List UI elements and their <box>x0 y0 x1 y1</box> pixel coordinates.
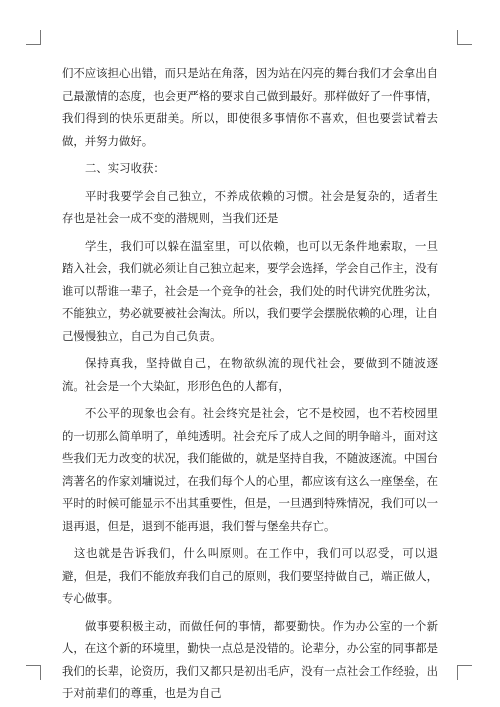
crop-mark-bottom-left <box>26 665 41 680</box>
paragraph-student: 学生，我们可以躲在温室里，可以依赖，也可以无条件地索取，一旦踏入社会，我们就必须让自己独立起来，要学会选择，学会自己作主，没有谁可以帮谁一辈子，社会是一个竞争的社会，我们处的时代讲究优胜劣汰，不能独立，势必就要被社会淘汰。所以，我们要学会摆脱依赖的心理，让自己慢慢独立，自己为自己负责。 <box>62 238 438 343</box>
paragraph-be-yourself: 保持真我，坚持做自己，在物欲纵流的现代社会，要做到不随波逐流。社会是一个大染缸，形形色色的人都有， <box>62 356 438 393</box>
paragraph-1: 们不应该担心出错，而只是站在角落，因为站在闪亮的舞台我们才会拿出自己最激情的态度，也会更严格的要求自己做到最好。那样做好了一件事情，我们得到的快乐更甜美。所以，即使很多事情你不喜欢，但也要尝试着去做，并努力做好。 <box>62 66 438 148</box>
crop-mark-top-left <box>26 30 41 45</box>
section-heading-internship-gains: 二、实习收获： <box>85 161 165 175</box>
paragraph-unfairness: 不公平的现象也会有。社会终究是社会，它不是校园，也不若校园里的一切那么简单明了，单纯透明。社会充斥了成人之间的明争暗斗，面对这些我们无力改变的状况，我们能做的，就是坚持自我，不随波逐流。中国台湾著名的作家刘墉说过，在我们每个人的心里，都应该有这么一座堡垒，在平时的时候可能显示不出其重要性，但是，一旦遇到特殊情况，我们可以一退再退，但是，退到不能再退，我们誓与堡垒共存亡。 <box>62 406 438 533</box>
paragraph-proactive: 做事要积极主动，而做任何的事情，都要勤快。作为办公室的一个新人，在这个新的环境里，勤快一点总是没错的。论辈分，办公室的同事都是我们的长辈，论资历，我们又都只是初出毛庐，没有一点社会工作经验，出于对前辈们的尊重，也是为自己 <box>62 618 438 700</box>
document-body <box>62 62 438 705</box>
crop-mark-bottom-right <box>457 665 472 680</box>
paragraph-independence: 平时我要学会自己独立，不养成依赖的习惯。社会是复杂的，适者生存也是社会一成不变的潜规则，当我们还是 <box>62 188 438 225</box>
crop-mark-top-right <box>457 30 472 45</box>
paragraph-principle: 这也就是告诉我们，什么叫原则。在工作中，我们可以忍受，可以退避，但是，我们不能放弃我们自己的原则，我们要坚持做自己，端正做人，专心做事。 <box>62 546 438 605</box>
